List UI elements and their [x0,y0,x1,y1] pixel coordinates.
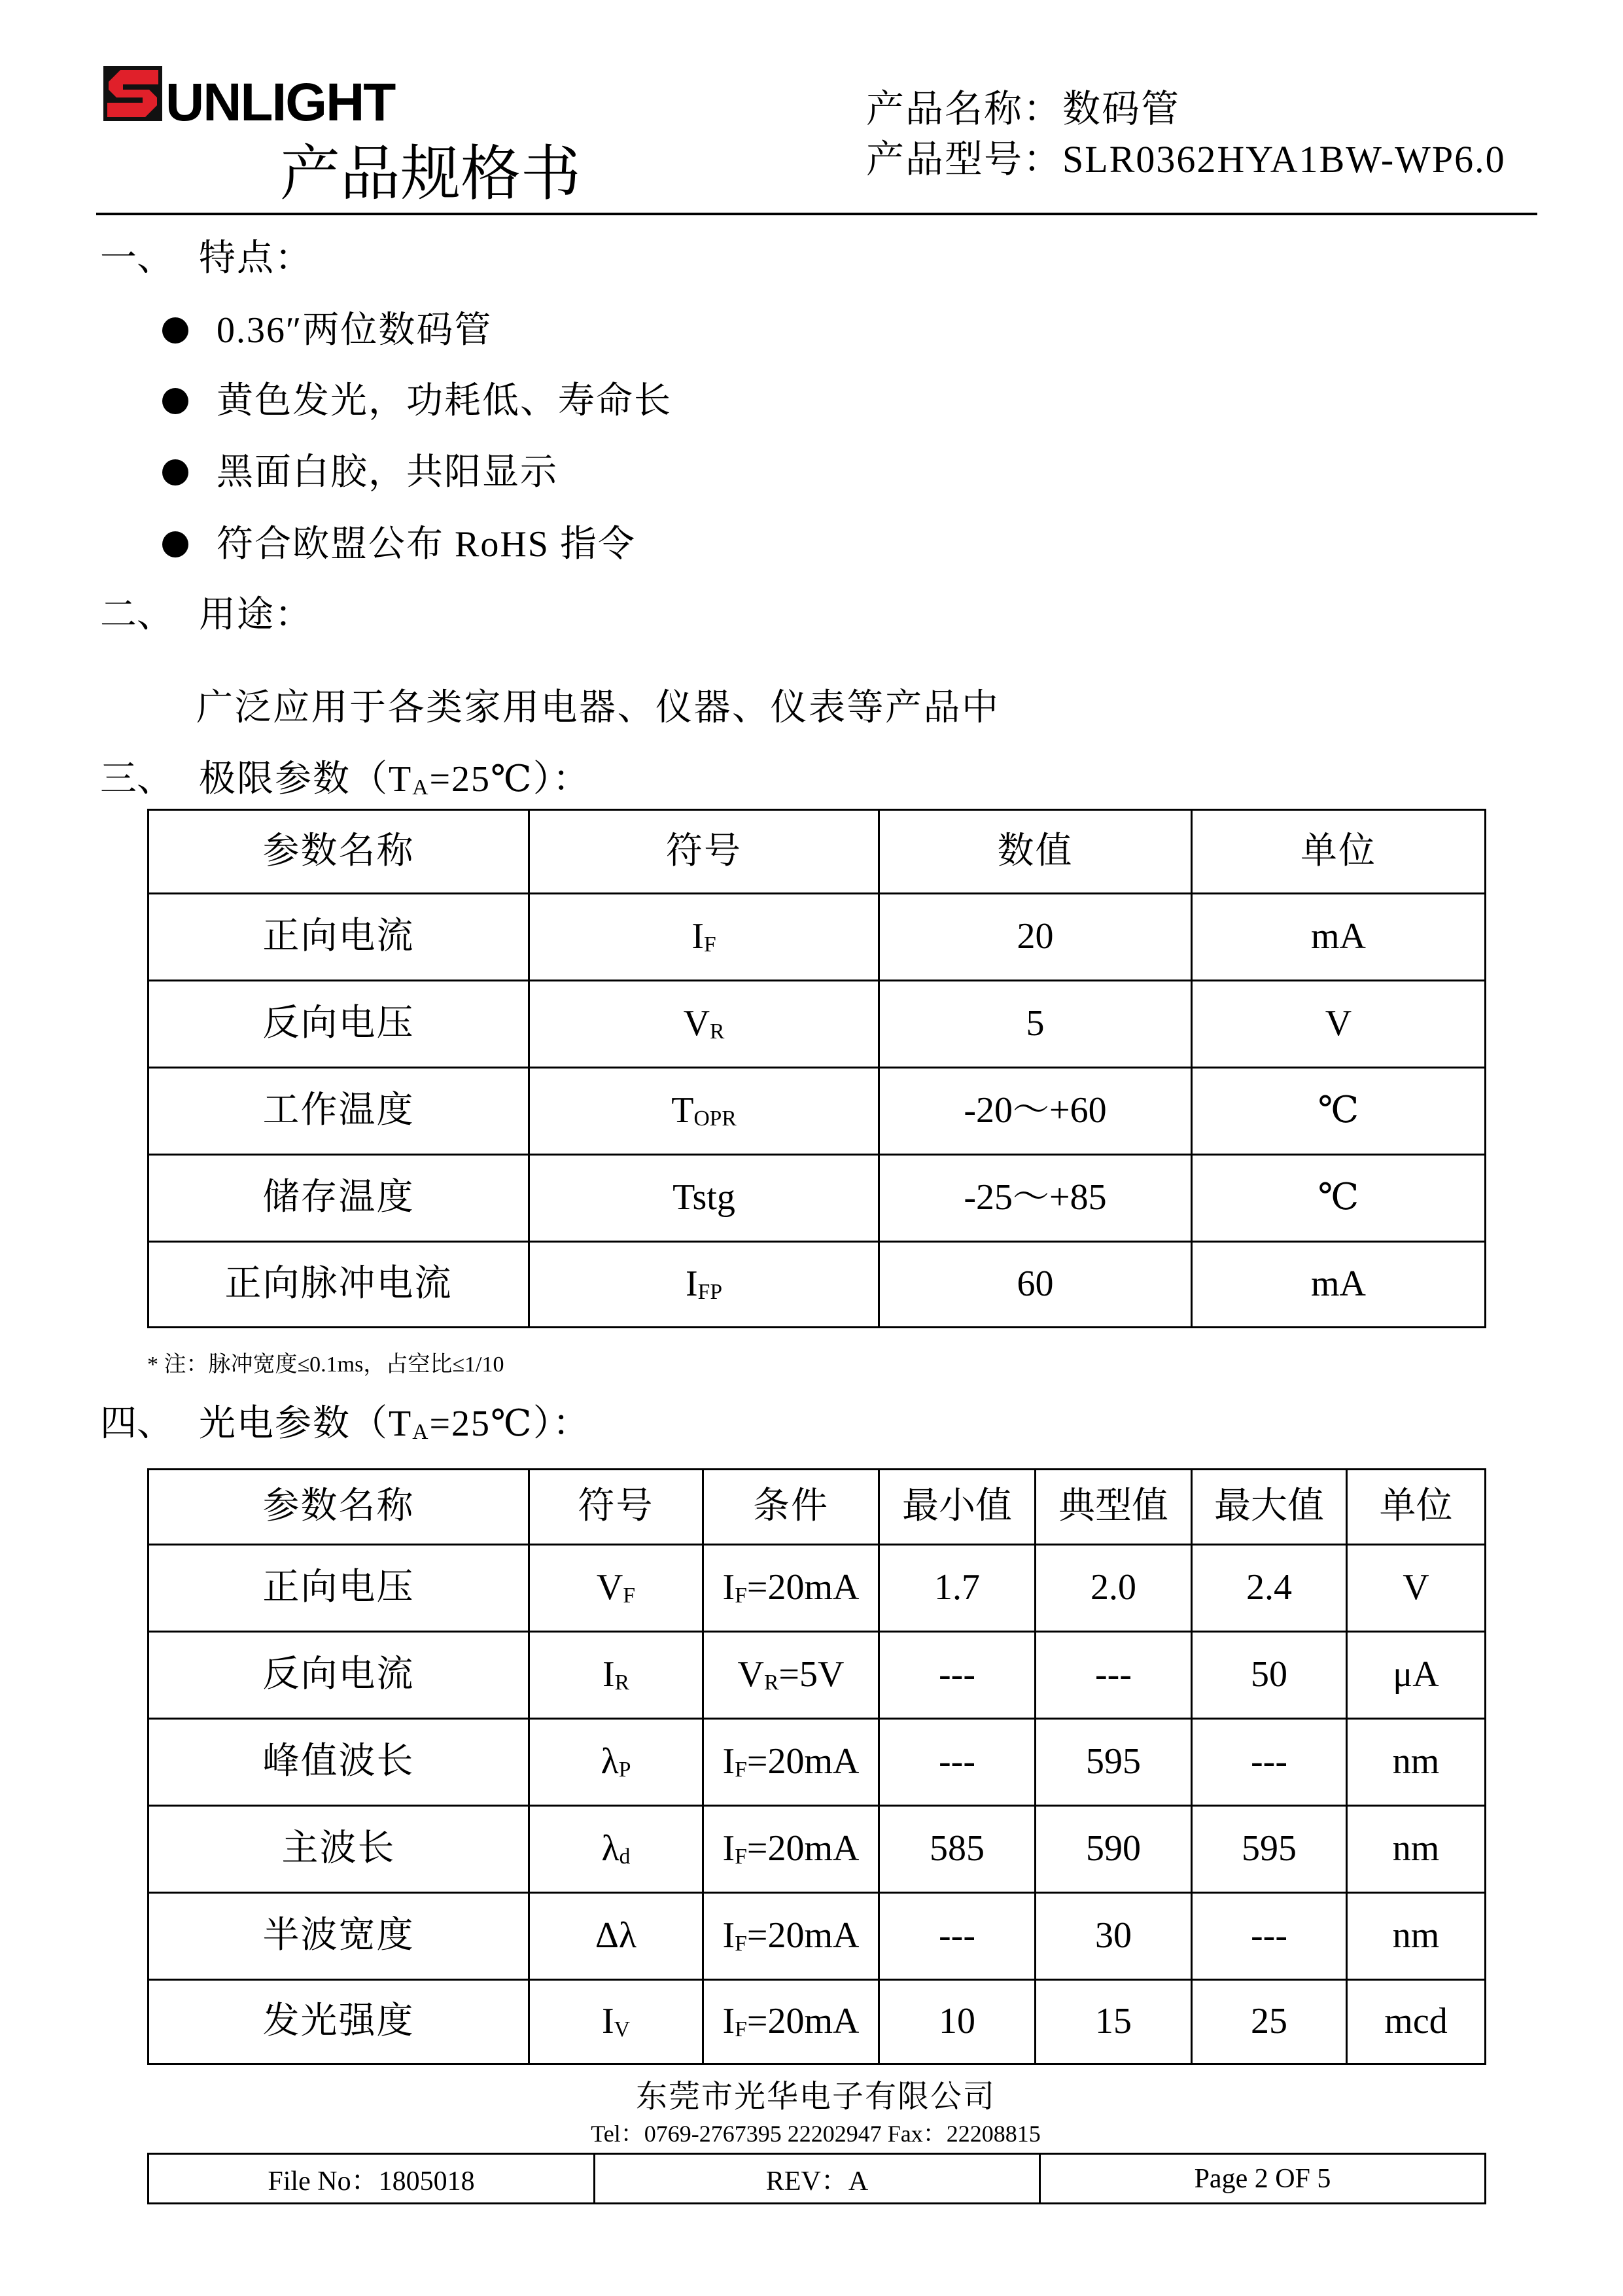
max-cell: 25 [1192,1980,1347,2064]
section-number: 四、 [100,1404,173,1444]
condition-cell [703,1980,879,2064]
min-cell: --- [879,1719,1036,1806]
column-header: 单位 [1192,810,1486,894]
symbol-base: λ [601,1828,620,1869]
symbol-base: I [691,916,704,957]
param-name-cell: 正向脉冲电流 [148,1242,529,1328]
table-header-row [148,1470,1486,1545]
unit-cell: nm [1347,1719,1486,1806]
product-model: SLR0362HYA1BW-WP6.0 [1062,138,1506,181]
symbol-cell [529,1806,703,1893]
table-row [148,1719,1486,1806]
feature-item: 0.36″两位数码管 [217,310,493,351]
company-name: 东莞市光华电子有限公司 [635,2079,996,2114]
symbol-subscript: F [623,1583,636,1608]
param-name-cell: 发光强度 [148,1980,529,2064]
table-row [148,1980,1486,2064]
param-name-cell: 反向电流 [148,1632,529,1719]
condition-base: I [722,1828,735,1869]
symbol-cell [529,1719,703,1806]
product-name-label: 产品名称： [866,88,1063,130]
symbol-subscript: R [614,1670,630,1695]
condition-base: I [722,1915,735,1956]
section-title-limits [199,761,591,798]
symbol-cell [529,1155,879,1242]
symbol-subscript: R [710,1019,725,1044]
symbol-subscript: FP [697,1280,722,1305]
condition-subscript: F [735,1932,747,1956]
max-cell: 50 [1192,1632,1347,1719]
condition-cell [703,1893,879,1980]
typ-cell: 2.0 [1036,1545,1192,1632]
typ-cell: 590 [1036,1806,1192,1893]
min-cell: 1.7 [879,1545,1036,1632]
symbol-base: Δλ [595,1915,637,1956]
section-title-features: 特点： [199,238,313,279]
title-suffix: =25℃）： [429,759,591,800]
param-name-cell: 反向电压 [148,981,529,1068]
max-cell: --- [1192,1893,1347,1980]
unit-cell: ℃ [1192,1068,1486,1155]
bullet-icon [162,531,188,557]
unit-cell: V [1192,981,1486,1068]
condition-rest: =20mA [746,2001,860,2042]
symbol-subscript: d [619,1845,631,1869]
column-header: 参数名称 [148,1470,529,1545]
table-row [148,1893,1486,1980]
condition-subscript: F [735,2017,747,2042]
product-name-line [866,90,1180,128]
table-row [148,1242,1486,1328]
param-name-cell: 正向电压 [148,1545,529,1632]
title-prefix: 极限参数（T [199,759,413,800]
logo-s-icon [103,66,162,121]
bullet-icon [162,317,188,344]
typ-cell: --- [1036,1632,1192,1719]
footer-row [148,2154,1486,2204]
condition-rest: =20mA [746,1741,860,1782]
max-cell: 595 [1192,1806,1347,1893]
unit-cell: mA [1192,1242,1486,1328]
symbol-base: V [596,1567,623,1608]
section-title-usage: 用途： [199,595,313,635]
condition-base: I [722,2001,735,2042]
section-number: 一、 [100,238,173,279]
min-cell: --- [879,1632,1036,1719]
feature-item: 符合欧盟公布 RoHS 指令 [217,524,636,565]
condition-base: V [737,1654,764,1695]
value-cell: -20～+60 [879,1068,1192,1155]
symbol-base: I [602,2001,614,2042]
condition-cell [703,1806,879,1893]
column-header: 最小值 [879,1470,1036,1545]
unit-cell: V [1347,1545,1486,1632]
symbol-subscript: V [614,2017,630,2042]
symbol-base: I [602,1654,615,1695]
symbol-base: I [685,1263,698,1305]
section-number: 三、 [100,759,173,800]
unit-cell: nm [1347,1893,1486,1980]
condition-cell [703,1545,879,1632]
max-cell: --- [1192,1719,1347,1806]
param-name-cell: 半波宽度 [148,1893,529,1980]
condition-cell [703,1719,879,1806]
condition-rest: =20mA [746,1915,860,1956]
condition-base: I [722,1567,735,1608]
file-number: File No：1805018 [148,2154,595,2204]
value-cell: -25～+85 [879,1155,1192,1242]
param-name-cell: 工作温度 [148,1068,529,1155]
condition-cell [703,1632,879,1719]
symbol-subscript: P [618,1757,631,1782]
column-header: 符号 [529,810,879,894]
table-header-row [148,810,1486,894]
bullet-icon [162,459,188,486]
document-title: 产品规格书 [280,141,582,207]
unit-cell: nm [1347,1806,1486,1893]
condition-rest: =5V [778,1654,845,1695]
symbol-cell [529,1068,879,1155]
condition-subscript: R [764,1670,779,1695]
symbol-base: T [671,1090,694,1131]
symbol-subscript: OPR [693,1106,737,1131]
limits-table [147,809,1486,1328]
logo-wordmark: UNLIGHT [166,73,395,132]
column-header: 条件 [703,1470,879,1545]
min-cell: 10 [879,1980,1036,2064]
symbol-cell [529,894,879,981]
title-suffix: =25℃）： [429,1404,591,1444]
param-name-cell: 峰值波长 [148,1719,529,1806]
symbol-base: Tstg [672,1177,735,1218]
table-row [148,1632,1486,1719]
revision: REV：A [595,2154,1040,2204]
symbol-cell [529,1980,703,2064]
symbol-base: λ [601,1741,619,1782]
unit-cell: μA [1347,1632,1486,1719]
param-name-cell: 主波长 [148,1806,529,1893]
feature-item: 黄色发光，功耗低、寿命长 [217,381,672,421]
param-name-cell: 正向电流 [148,894,529,981]
optical-table [147,1468,1486,2065]
condition-subscript: F [735,1757,747,1782]
symbol-cell [529,1632,703,1719]
condition-subscript: F [735,1583,747,1608]
column-header: 参数名称 [148,810,529,894]
feature-item: 黑面白胶，共阳显示 [217,452,558,493]
unit-cell: mA [1192,894,1486,981]
table-row [148,1068,1486,1155]
condition-base: I [722,1741,735,1782]
product-name: 数码管 [1062,88,1181,130]
column-header: 最大值 [1192,1470,1347,1545]
bullet-icon [162,388,188,414]
condition-subscript: F [735,1845,747,1869]
value-cell: 20 [879,894,1192,981]
section-title-optical [199,1404,591,1445]
table-row [148,1545,1486,1632]
min-cell: 585 [879,1806,1036,1893]
title-prefix: 光电参数（T [199,1404,413,1444]
product-model-label: 产品型号： [866,138,1063,181]
typ-cell: 30 [1036,1893,1192,1980]
max-cell: 2.4 [1192,1545,1347,1632]
table-row [148,1155,1486,1242]
symbol-cell [529,1242,879,1328]
unit-cell: ℃ [1192,1155,1486,1242]
table-row [148,981,1486,1068]
unit-cell: mcd [1347,1980,1486,2064]
contact-line: Tel：0769-2767395 22202947 Fax：22208815 [591,2121,1041,2147]
symbol-cell [529,981,879,1068]
section-number: 二、 [100,595,173,635]
symbol-subscript: F [703,932,716,957]
column-header: 典型值 [1036,1470,1192,1545]
table-row [148,894,1486,981]
min-cell: --- [879,1893,1036,1980]
product-model-line [866,138,1506,181]
title-subscript: A [412,1420,430,1445]
title-subscript: A [412,775,430,800]
value-cell: 5 [879,981,1192,1068]
column-header: 单位 [1347,1470,1486,1545]
symbol-cell [529,1893,703,1980]
symbol-cell [529,1545,703,1632]
table-row [148,1806,1486,1893]
column-header: 数值 [879,810,1192,894]
symbol-base: V [683,1003,710,1044]
table-note: * 注：脉冲宽度≤0.1ms，占空比≤1/10 [147,1352,504,1377]
footer-table [147,2153,1486,2204]
condition-rest: =20mA [746,1567,860,1608]
usage-text: 广泛应用于各类家用电器、仪器、仪表等产品中 [196,688,1000,728]
typ-cell: 595 [1036,1719,1192,1806]
condition-rest: =20mA [746,1828,860,1869]
page-number: Page 2 OF 5 [1040,2154,1486,2204]
header-divider [96,213,1537,215]
typ-cell: 15 [1036,1980,1192,2064]
column-header: 符号 [529,1470,703,1545]
param-name-cell: 储存温度 [148,1155,529,1242]
value-cell: 60 [879,1242,1192,1328]
